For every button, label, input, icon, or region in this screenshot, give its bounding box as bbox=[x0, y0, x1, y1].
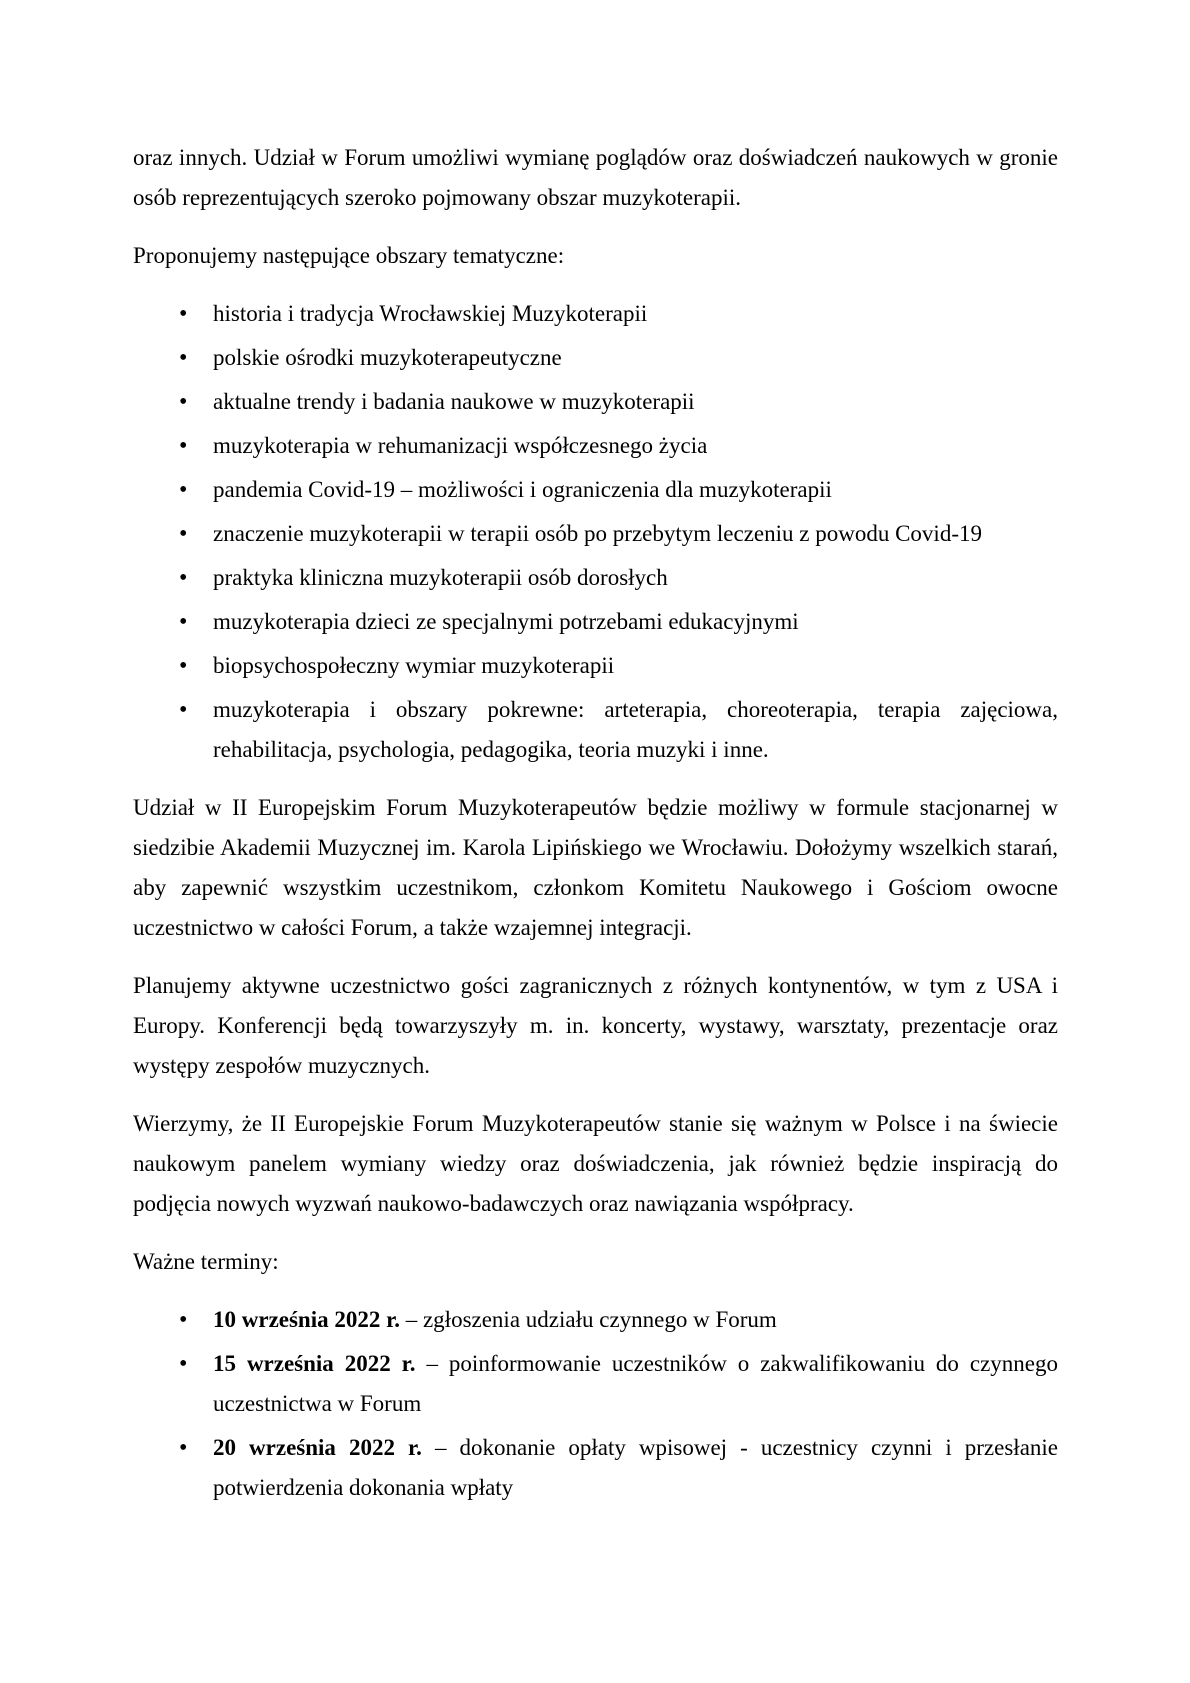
topic-text: polskie ośrodki muzykoterapeutyczne bbox=[213, 345, 562, 370]
deadline-text: – poinformowanie uczestników o zakwalifikowaniu do czynnego uczestnictwa w Forum bbox=[213, 1351, 1059, 1416]
list-item bbox=[133, 382, 1058, 422]
bullet-icon: • bbox=[179, 389, 188, 415]
topic-text: biopsychospołeczny wymiar muzykoterapii bbox=[213, 653, 615, 678]
topics-list bbox=[133, 294, 1058, 770]
list-item bbox=[133, 470, 1058, 510]
list-item bbox=[133, 646, 1058, 686]
intro-paragraph: oraz innych. Udział w Forum umożliwi wymianę poglądów oraz doświadczeń naukowych w gronie osób reprezentujących szeroko pojmowany obszar muzykoterapii. bbox=[133, 145, 1058, 210]
topic-text: praktyka kliniczna muzykoterapii osób dorosłych bbox=[213, 565, 668, 590]
topics-heading: Proponujemy następujące obszary tematyczne: bbox=[133, 243, 565, 268]
deadline-text: – dokonanie opłaty wpisowej - uczestnicy czynni i przesłanie potwierdzenia dokonania wpłaty bbox=[213, 1435, 1058, 1500]
bullet-icon: • bbox=[179, 697, 188, 723]
deadline-date: 15 września 2022 r. bbox=[213, 1351, 416, 1376]
deadline-text: – zgłoszenia udziału czynnego w Forum bbox=[399, 1307, 777, 1332]
list-item bbox=[133, 602, 1058, 642]
topic-text: pandemia Covid-19 – możliwości i ograniczenia dla muzykoterapii bbox=[213, 477, 832, 502]
list-item bbox=[133, 338, 1058, 378]
list-item bbox=[133, 426, 1058, 466]
document-page bbox=[133, 138, 1058, 1526]
deadlines-heading: Ważne terminy: bbox=[133, 1249, 279, 1274]
list-item bbox=[133, 1300, 1058, 1340]
bullet-icon: • bbox=[179, 477, 188, 503]
bullet-icon: • bbox=[179, 345, 188, 371]
mission-paragraph: Wierzymy, że II Europejskie Forum Muzykoterapeutów stanie się ważnym w Polsce i na świecie naukowym panelem wymiany wiedzy oraz doświadczenia, jak również będzie inspiracją do podjęcia nowych wyzwań naukowo-badawczych oraz nawiązania współpracy. bbox=[133, 1111, 1058, 1216]
bullet-icon: • bbox=[179, 1435, 188, 1461]
bullet-icon: • bbox=[179, 521, 188, 547]
list-item bbox=[133, 514, 1058, 554]
list-item bbox=[133, 558, 1058, 598]
topic-text: muzykoterapia dzieci ze specjalnymi potrzebami edukacyjnymi bbox=[213, 609, 799, 634]
bullet-icon: • bbox=[179, 653, 188, 679]
list-item bbox=[133, 1344, 1058, 1424]
bullet-icon: • bbox=[179, 609, 188, 635]
topic-text: muzykoterapia w rehumanizacji współczesnego życia bbox=[213, 433, 708, 458]
venue-paragraph: Udział w II Europejskim Forum Muzykoterapeutów będzie możliwy w formule stacjonarnej w siedzibie Akademii Muzycznej im. Karola Lipińskiego we Wrocławiu. Dołożymy wszelkich starań, aby zapewnić wszystkim uczestnikom, członkom Komitetu Naukowego i Gościom owocne uczestnictwo w całości Forum, a także wzajemnej integracji. bbox=[133, 795, 1058, 940]
list-item bbox=[133, 1428, 1058, 1508]
bullet-icon: • bbox=[179, 1351, 188, 1377]
bullet-icon: • bbox=[179, 1307, 188, 1333]
deadline-date: 10 września 2022 r. bbox=[213, 1307, 400, 1332]
bullet-icon: • bbox=[179, 433, 188, 459]
deadline-date: 20 września 2022 r. bbox=[213, 1435, 422, 1460]
list-item bbox=[133, 690, 1058, 770]
bullet-icon: • bbox=[179, 301, 188, 327]
topic-text: aktualne trendy i badania naukowe w muzykoterapii bbox=[213, 389, 695, 414]
topic-text: historia i tradycja Wrocławskiej Muzykoterapii bbox=[213, 301, 648, 326]
list-item bbox=[133, 294, 1058, 334]
topic-text: znaczenie muzykoterapii w terapii osób po przebytym leczeniu z powodu Covid-19 bbox=[213, 521, 982, 546]
bullet-icon: • bbox=[179, 565, 188, 591]
topic-text: muzykoterapia i obszary pokrewne: arteterapia, choreoterapia, terapia zajęciowa, rehabilitacja, psychologia, pedagogika, teoria muzyki i inne. bbox=[213, 697, 1058, 762]
guests-paragraph: Planujemy aktywne uczestnictwo gości zagranicznych z różnych kontynentów, w tym z USA i Europy. Konferencji będą towarzyszyły m. in. koncerty, wystawy, warsztaty, prezentacje oraz występy zespołów muzycznych. bbox=[133, 973, 1058, 1078]
deadlines-list bbox=[133, 1300, 1058, 1508]
